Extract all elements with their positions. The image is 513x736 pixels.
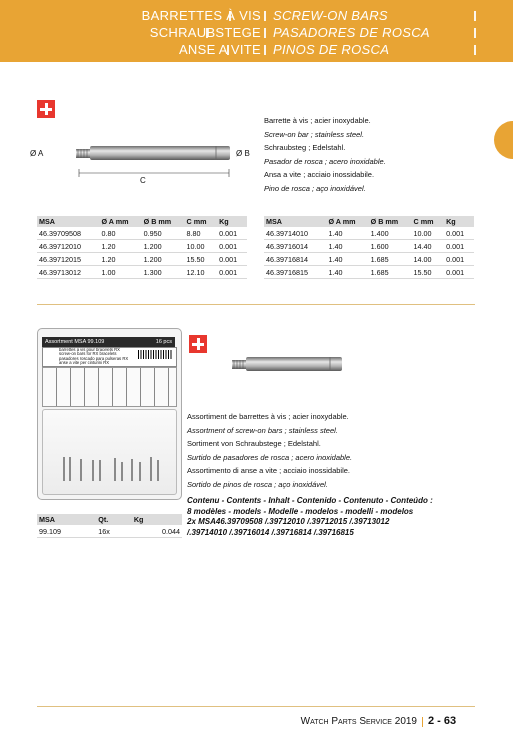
table-row (264, 253, 474, 266)
box-label: Assortment MSA 99.109 (45, 339, 105, 345)
col-kg: Kg (217, 216, 247, 227)
desc-it: Assortimento di anse a vite ; acciaio inossidabile. (187, 466, 351, 475)
box-label-bar (42, 337, 175, 347)
cell-msa: 46.39712010 (37, 240, 99, 253)
contents-line: Contenu - Contents - Inhalt - Contenido - Contenuto - Conteúdo : (187, 496, 433, 505)
table-row (37, 240, 247, 253)
cell-a: 1.20 (99, 253, 141, 266)
box-text-en: screw-on bars for RX bracelets (59, 351, 117, 357)
cell-a: 1.40 (326, 227, 368, 240)
table-row (37, 227, 247, 240)
contents-line: 8 modèles - models - Modelle - modelos - modelli - modelos (187, 506, 414, 516)
col-a: Ø A mm (326, 216, 368, 227)
cell-c: 14.00 (412, 253, 445, 266)
col-msa: MSA (264, 216, 326, 227)
cell-c: 10.00 (412, 227, 445, 240)
box-text-es: pasadores roscado para pulseras RX (59, 355, 129, 361)
table-header-row (37, 514, 182, 525)
cell-b: 1.400 (369, 227, 412, 240)
table-row (37, 525, 182, 538)
header-left-fr: BARRETTES À VIS (141, 8, 261, 23)
header-right-en: SCREW-ON BARS (273, 8, 388, 23)
assortment-table (37, 514, 182, 538)
footer-divider (37, 706, 475, 707)
table-header-row (37, 216, 247, 227)
cell-a: 1.40 (326, 266, 368, 279)
cell-a: 0.80 (99, 227, 141, 240)
table-row (37, 266, 247, 279)
desc-it: Ansa a vite ; acciaio inossidabile. (264, 170, 375, 179)
cell-b: 1.685 (369, 266, 412, 279)
swiss-flag-icon (189, 335, 207, 353)
spec-table-right (264, 216, 474, 279)
cell-a: 1.20 (99, 240, 141, 253)
cell-msa: 46.39709508 (37, 227, 99, 240)
desc-es: Surtido de pasadores de rosca ; acero inoxidable. (187, 452, 353, 462)
cell-c: 14.40 (412, 240, 445, 253)
cell-b: 1.685 (369, 253, 412, 266)
box-text-fr: barrettes à vis pour bracelets RX (59, 347, 120, 352)
col-msa: MSA (37, 514, 96, 525)
box-pieces: 16 pcs (155, 339, 172, 345)
swiss-flag-icon (37, 100, 55, 118)
barcode-icon (138, 350, 172, 359)
cell-kg: 0.001 (444, 240, 474, 253)
cell-kg: 0.001 (444, 253, 474, 266)
col-c: C mm (185, 216, 218, 227)
box-text-it: anse a vite per cinturini RX (59, 360, 110, 366)
table-row (264, 266, 474, 279)
desc-pt: Pino de rosca ; aço inoxidável. (264, 183, 366, 193)
screw-bar-image (230, 352, 350, 382)
page-footer (0, 708, 513, 736)
cell-b: 1.300 (142, 266, 185, 279)
cell-kg: 0.044 (132, 525, 182, 538)
cell-b: 1.600 (369, 240, 412, 253)
header-left-de: SCHRAUBSTEGE (149, 25, 261, 40)
header-row (0, 42, 513, 58)
cell-kg: 0.001 (217, 240, 247, 253)
section-tab (494, 121, 513, 159)
cell-c: 8.80 (185, 227, 218, 240)
cell-c: 10.00 (185, 240, 218, 253)
desc-pt: Sortido de pinos de rosca ; aço inoxidável. (187, 479, 328, 489)
desc-de: Schraubsteg ; Edelstahl. (264, 143, 346, 152)
cell-b: 1.200 (142, 253, 185, 266)
contents-line: /.39714010 /.39716014 /.39716814 /.39716815 (187, 527, 354, 537)
cell-kg: 0.001 (217, 227, 247, 240)
desc-fr: Barrette à vis ; acier inoxydable. (264, 116, 371, 125)
header-banner (0, 0, 513, 62)
cell-msa: 99.109 (37, 525, 96, 538)
dim-b-label: Ø B (236, 149, 250, 158)
table-header-row (264, 216, 474, 227)
desc-es: Pasador de rosca ; acero inoxidable. (264, 156, 386, 166)
col-kg: Kg (132, 514, 182, 525)
header-row (0, 25, 513, 41)
col-qty: Qt. (96, 514, 132, 525)
spec-table-left (37, 216, 247, 279)
table-row (264, 227, 474, 240)
cell-msa: 46.39713012 (37, 266, 99, 279)
desc-en: Assortment of screw-on bars ; stainless steel. (187, 425, 338, 435)
cell-c: 15.50 (185, 253, 218, 266)
header-row (0, 8, 513, 24)
cell-kg: 0.001 (217, 253, 247, 266)
cell-kg: 0.001 (444, 266, 474, 279)
header-right-es: PASADORES DE ROSCA (273, 25, 430, 40)
assortment-contents (187, 496, 433, 538)
cell-a: 1.40 (326, 253, 368, 266)
header-left-it: ANSE A VITE (178, 42, 261, 57)
cell-c: 12.10 (185, 266, 218, 279)
cell-b: 1.200 (142, 240, 185, 253)
cell-a: 1.40 (326, 240, 368, 253)
cell-msa: 46.39716814 (264, 253, 326, 266)
desc-en: Screw-on bar ; stainless steel. (264, 129, 365, 139)
cell-msa: 46.39716815 (264, 266, 326, 279)
cell-c: 15.50 (412, 266, 445, 279)
col-b: Ø B mm (369, 216, 412, 227)
col-kg: Kg (444, 216, 474, 227)
page-number: 2 - 63 (428, 715, 457, 727)
col-c: C mm (412, 216, 445, 227)
col-msa: MSA (37, 216, 99, 227)
cell-kg: 0.001 (444, 227, 474, 240)
desc-de: Sortiment von Schraubstege ; Edelstahl. (187, 439, 321, 448)
table-row (264, 240, 474, 253)
product-description (264, 114, 386, 195)
assortment-box-image (37, 328, 182, 500)
dim-a-label: Ø A (30, 149, 44, 158)
table-row (37, 253, 247, 266)
box-compartment-labels (42, 367, 177, 407)
cell-qty: 16x (96, 525, 132, 538)
header-right-pt: PINOS DE ROSCA (273, 42, 390, 57)
assortment-description (187, 410, 352, 491)
cell-msa: 46.39716014 (264, 240, 326, 253)
footer-title: Watch Parts Service 2019 (300, 716, 417, 727)
contents-line: 2x MSA46.39709508 /.39712010 /.39712015 /.39713012 (187, 517, 390, 526)
screw-bar-diagram (30, 135, 260, 195)
cell-b: 0.950 (142, 227, 185, 240)
desc-fr: Assortiment de barrettes à vis ; acier inoxydable. (187, 412, 349, 421)
col-b: Ø B mm (142, 216, 185, 227)
cell-msa: 46.39712015 (37, 253, 99, 266)
col-a: Ø A mm (99, 216, 141, 227)
dim-c-label: C (140, 176, 146, 185)
section-divider (37, 304, 475, 305)
cell-a: 1.00 (99, 266, 141, 279)
box-compartments (42, 409, 177, 495)
cell-msa: 46.39714010 (264, 227, 326, 240)
cell-kg: 0.001 (217, 266, 247, 279)
